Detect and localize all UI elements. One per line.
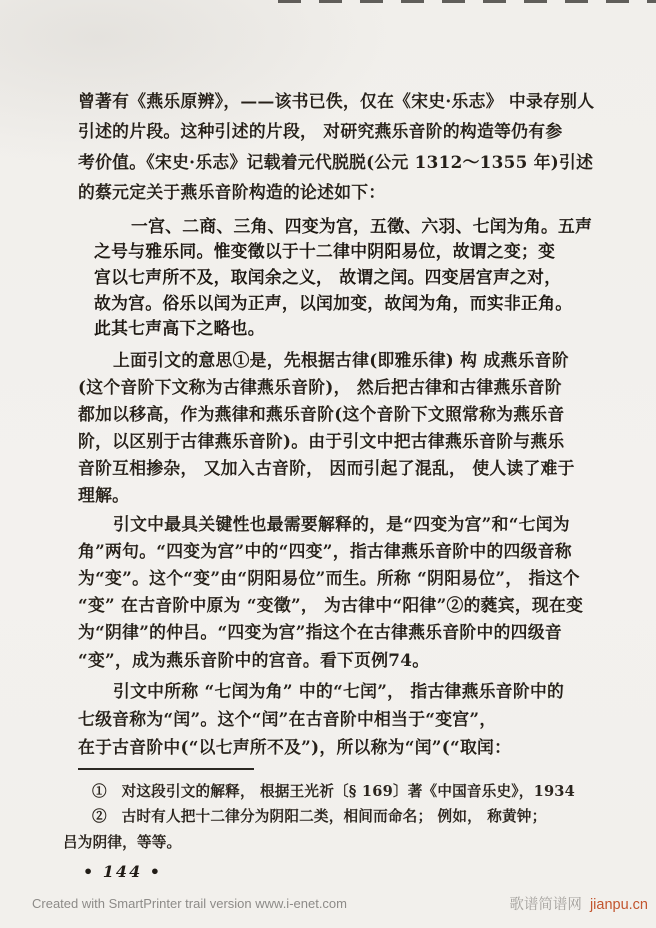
paragraph-sibian-weigong — [78, 511, 588, 674]
quote-line: 一宫、二商、三角、四变为宫，五徵、六羽、七闰为角。五声 — [131, 215, 593, 236]
text-line: 阶，以区别于古律燕乐音阶)。由于引文中把古律燕乐音阶与燕乐 — [78, 430, 565, 451]
text-line: 考价值。《宋史·乐志》记载着元代脱脱(公元 1312～1355 年)引述 — [78, 151, 594, 172]
text-line: 七级音称为“闰”。这个“闰”在古音阶中相当于“变宫”， — [78, 708, 497, 729]
quote-line: 宫以七声所不及，取闰余之义， 故谓之闰。四变居宫声之对， — [94, 267, 562, 288]
watermark-footer — [0, 893, 656, 915]
site-name: 歌谱简谱网 — [509, 897, 582, 913]
text-line: 引文中最具关键性也最需要解释的，是“四变为宫”和“七闰为 — [113, 513, 570, 534]
text-line: 为“阴律”的仲吕。“四变为宫”指这个在古律燕乐音阶中的四级音 — [78, 622, 562, 643]
text-line: 在于古音阶中(“以七声所不及”)，所以称为“闰”(“取闰： — [78, 736, 512, 757]
quote-line: 此其七声高下之略也。 — [94, 318, 265, 339]
footnotes — [63, 779, 588, 856]
text-line: 曾著有《燕乐原辨》，——该书已佚，仅在《宋史·乐志》 中录存别人 — [78, 91, 595, 111]
text-line: 的蔡元定关于燕乐音阶构造的论述如下： — [78, 182, 386, 203]
paragraph-explanation — [78, 347, 588, 508]
text-line: 都加以移高，作为燕律和燕乐音阶(这个音阶下文照常称为燕乐音 — [78, 403, 565, 424]
text-line: 引述的片段。这种引述的片段， 对研究燕乐音阶的构造等仍有参 — [78, 121, 563, 142]
footnote-2: ② 古时有人把十二律分为阴阳二类，相间而命名； 例如， 称黄钟； — [92, 808, 547, 826]
quote-line: 之号与雅乐同。惟变徵以于十二律中阴阳易位，故谓之变；变 — [94, 241, 556, 262]
footnote-2-continuation: 吕为阴律，等等。 — [63, 833, 182, 851]
text-line: 引文中所称 “七闰为角” 中的“七闰”， 指古律燕乐音阶中的 — [113, 680, 565, 701]
quote-block — [94, 214, 593, 343]
quote-line: 故为宫。俗乐以闰为正声，以闰加变，故闰为角，而实非正角。 — [94, 292, 573, 313]
text-line: “变” 在古音阶中原为 “变徵”， 为古律中“阳律”②的蕤宾，现在变 — [78, 595, 584, 616]
page-number: • 144 • — [83, 862, 162, 882]
text-line: (这个音阶下文称为古律燕乐音阶)， 然后把古律和古律燕乐音阶 — [78, 377, 562, 398]
footnote-1: ① 对这段引文的解释， 根据王光祈〔§ 169〕著《中国音乐史》，1934 — [92, 782, 576, 800]
text-line: “变”，成为燕乐音阶中的宫音。看下页例74。 — [78, 649, 430, 670]
paragraph-intro — [78, 86, 595, 208]
text-line: 为“变”。这个“变”由“阴阳易位”而生。所称 “阴阳易位”， 指这个 — [78, 567, 580, 588]
text-line: 音阶互相掺杂， 又加入古音阶， 因而引起了混乱， 使人读了难于 — [78, 457, 575, 478]
paragraph-qirun-weijiao — [78, 677, 588, 761]
text-line: 理解。 — [78, 484, 130, 505]
printer-credit: Created with SmartPrinter trail version www.i-enet.com — [32, 896, 347, 911]
site-url: jianpu.cn — [589, 897, 648, 913]
site-watermark — [509, 893, 648, 914]
text-line: 角”两句。“四变为宫”中的“四变”，指古律燕乐音阶中的四级音称 — [78, 540, 572, 561]
text-line: 上面引文的意思①是，先根据古律(即雅乐律) 构 成燕乐音阶 — [113, 350, 569, 371]
scan-artifact-dashed-line — [278, 0, 656, 3]
page-text-column — [63, 86, 595, 882]
footnote-divider — [78, 768, 254, 770]
